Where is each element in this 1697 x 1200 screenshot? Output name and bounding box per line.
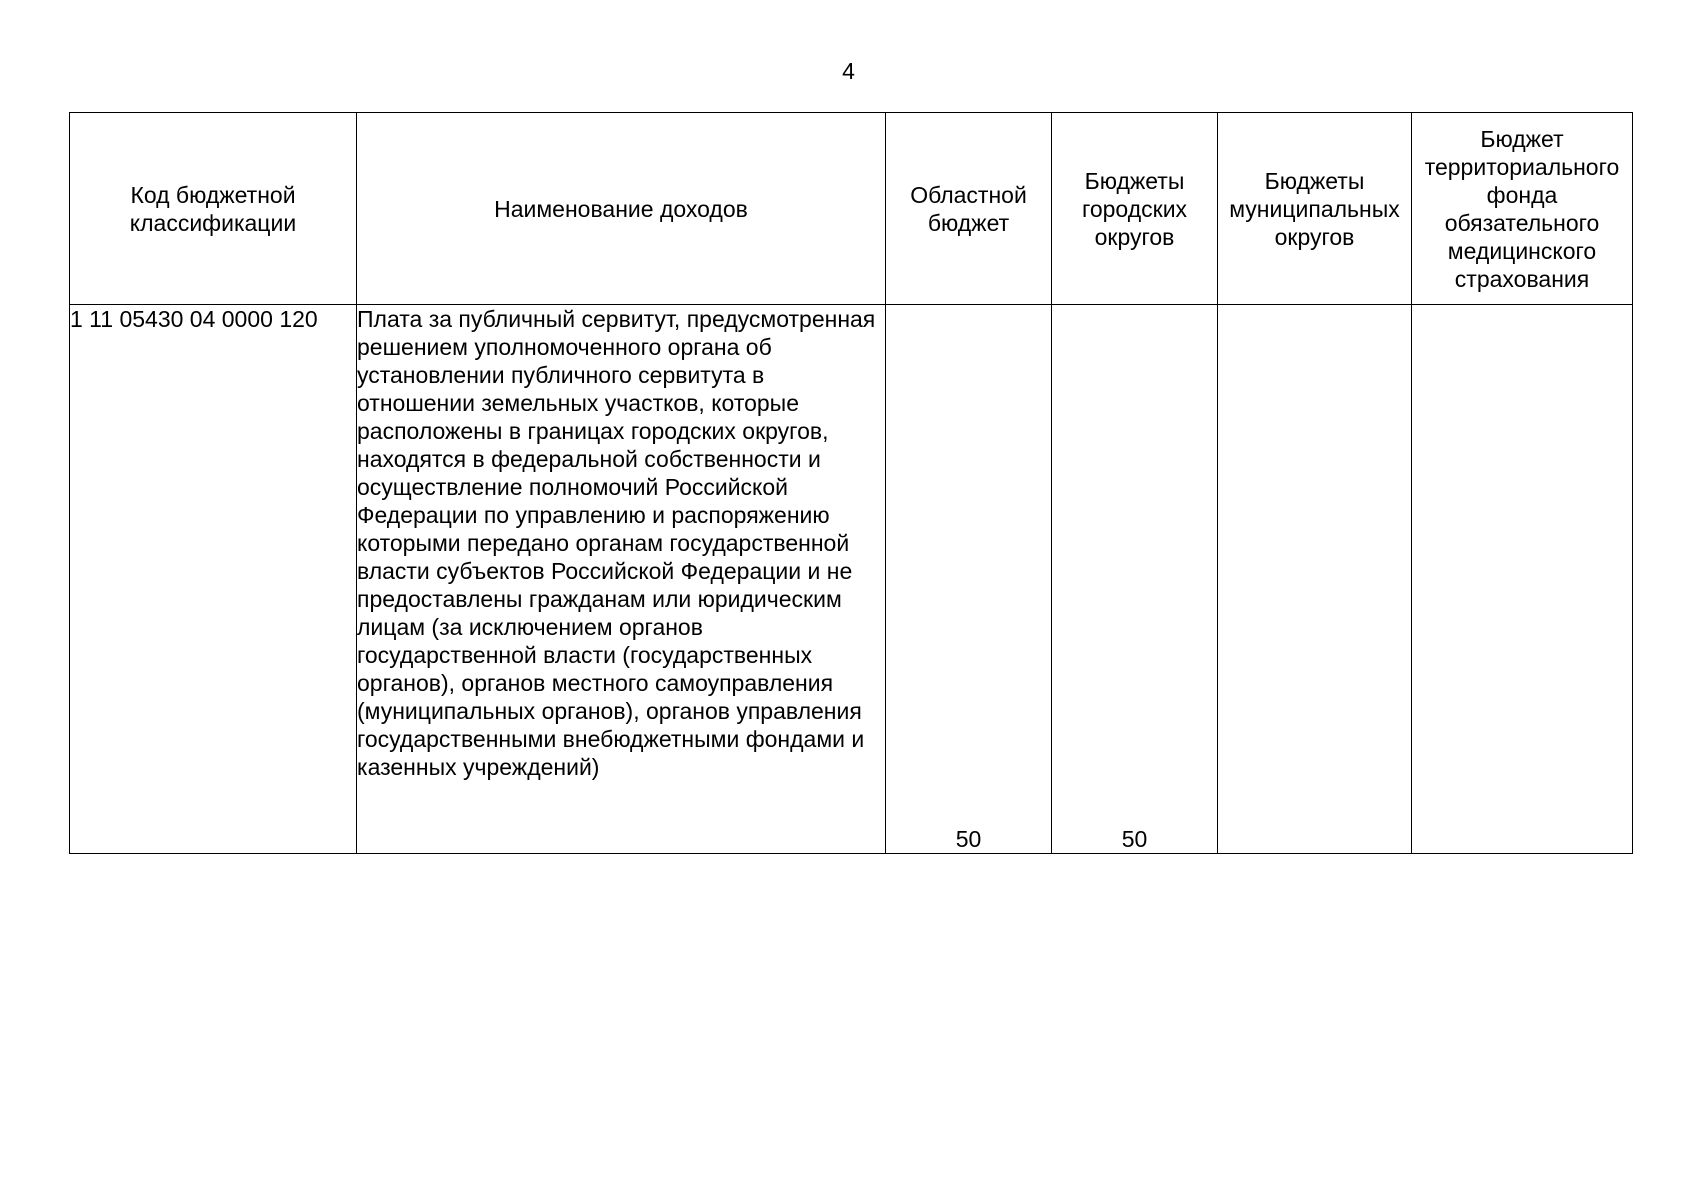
- cell-name: Плата за публичный сервитут, предусмотренная решением уполномоченного органа об установлении публичного сервитута в отношении земельных участков, которые расположены в границах городских округов, находятся в федеральной собственности и осуществление полномочий Российской Федерации по управлению и распоряжению которыми передано органам государственной власти субъектов Российской Федерации и не предоставлены гражданам или юридическим лицам (за исключением органов государственной власти (государственных органов), органов местного самоуправления (муниципальных органов), органов управления государственными внебюджетными фондами и казенных учреждений): [357, 305, 886, 854]
- cell-city-budgets: 50: [1052, 305, 1218, 854]
- income-table: [69, 112, 1633, 854]
- cell-regional-budget: 50: [886, 305, 1052, 854]
- cell-code: 1 11 05430 04 0000 120: [70, 305, 357, 854]
- table-header-row: [70, 113, 1633, 305]
- cell-medical-fund-budget: [1412, 305, 1633, 854]
- cell-municipal-budgets: [1218, 305, 1412, 854]
- header-regional-budget: Областной бюджет: [886, 113, 1052, 305]
- header-municipal-budgets: Бюджеты муниципальных округов: [1218, 113, 1412, 305]
- header-medical-fund-budget: Бюджет территориального фонда обязательного медицинского страхования: [1412, 113, 1633, 305]
- page-number: 4: [842, 58, 855, 84]
- header-city-budgets: Бюджеты городских округов: [1052, 113, 1218, 305]
- table-row: [70, 305, 1633, 854]
- header-name: Наименование доходов: [357, 113, 886, 305]
- header-code: Код бюджетной классификации: [70, 113, 357, 305]
